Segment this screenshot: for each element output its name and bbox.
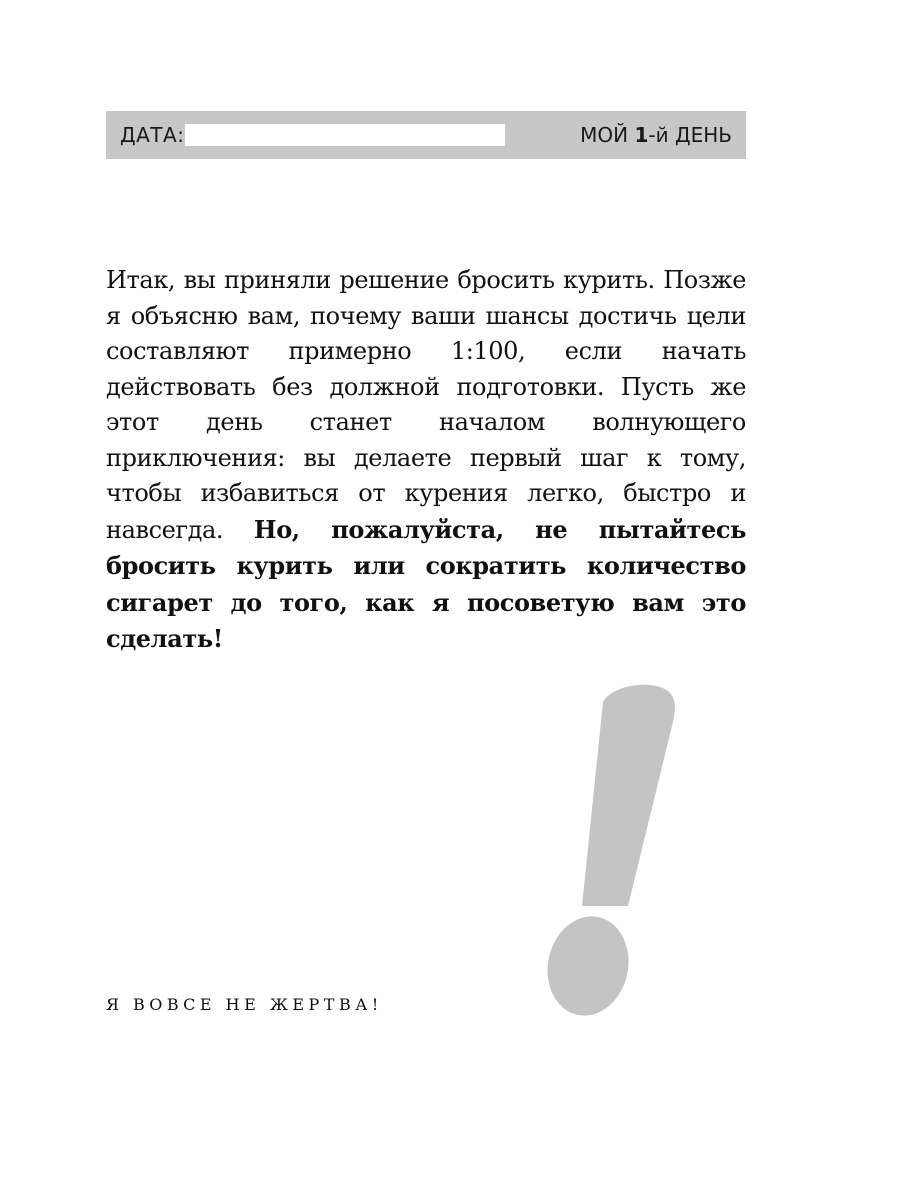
day-prefix: МОЙ [580, 123, 635, 147]
body-bold-warning: Но, пожалуйста, не пытайтесь бросить курить или сократить количество сигарет до того, как я посоветую вам это сделать! [106, 514, 746, 653]
footer-text: Я ВОВСЕ НЕ ЖЕРТВА! [106, 995, 383, 1014]
date-label: ДАТА: [120, 123, 185, 147]
body-regular-text: Итак, вы приняли решение бросить курить. Позже я объясню вам, почему ваши шансы достичь цели составляют примерно 1:100, если начать действовать без должной подготовки. Пусть же этот день станет началом волнующего приключения: вы делаете первый шаг к тому, чтобы избавиться от курения легко, быстро и навсегда. [106, 266, 746, 544]
header-bar [106, 111, 746, 159]
date-field[interactable] [185, 124, 505, 146]
day-suffix: -й ДЕНЬ [648, 123, 732, 147]
exclamation-dot [540, 909, 638, 1020]
day-number: 1 [634, 123, 649, 147]
day-label [580, 123, 732, 147]
exclamation-mark-icon [540, 680, 680, 1020]
exclamation-stroke [582, 685, 675, 906]
body-paragraph [106, 263, 746, 658]
